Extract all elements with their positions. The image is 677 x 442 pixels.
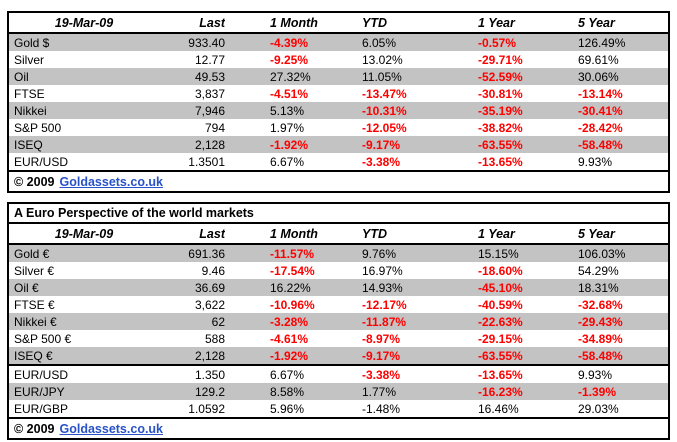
last-value: 691.36 — [188, 246, 225, 261]
table-row — [9, 85, 668, 102]
last-value: 12.77 — [194, 52, 225, 67]
table-title: A Euro Perspective of the world markets — [9, 204, 668, 224]
pct-value: -16.23% — [478, 384, 523, 399]
col-header-1year: 1 Year — [478, 226, 515, 241]
pct-value: 9.76% — [362, 246, 397, 261]
pct-value: -4.61% — [270, 331, 309, 346]
pct-value: -17.54% — [270, 263, 315, 278]
pct-value: 16.22% — [270, 280, 311, 295]
pct-value: 5.96% — [270, 401, 305, 416]
goldassets-link[interactable]: Goldassets.co.uk — [59, 421, 164, 436]
pct-value: -35.19% — [478, 103, 523, 118]
table-row — [9, 400, 668, 417]
last-value: 49.53 — [194, 69, 225, 84]
instrument-name: Silver € — [14, 263, 55, 278]
last-value: 588 — [204, 331, 225, 346]
pct-value: -4.39% — [270, 35, 309, 50]
pct-value: -40.59% — [478, 297, 523, 312]
pct-value: -30.81% — [478, 86, 523, 101]
col-header-last: Last — [199, 226, 225, 241]
pct-value: -10.31% — [362, 103, 407, 118]
table-row — [9, 245, 668, 262]
pct-value: -29.71% — [478, 52, 523, 67]
instrument-name: Nikkei € — [14, 314, 57, 329]
last-value: 129.2 — [194, 384, 225, 399]
col-header-ytd: YTD — [362, 15, 387, 30]
pct-value: -0.57% — [478, 35, 517, 50]
pct-value: 1.77% — [362, 384, 397, 399]
pct-value: -3.28% — [270, 314, 309, 329]
last-value: 36.69 — [194, 280, 225, 295]
pct-value: -9.25% — [270, 52, 309, 67]
table-row — [9, 68, 668, 85]
pct-value: 9.93% — [578, 367, 613, 382]
pct-value: -3.38% — [362, 154, 401, 169]
usd-market-table — [7, 11, 670, 193]
table-body — [9, 34, 668, 170]
instrument-name: Oil — [14, 69, 29, 84]
pct-value: 16.46% — [478, 401, 519, 416]
pct-value: -13.65% — [478, 154, 523, 169]
last-value: 1.3501 — [188, 154, 225, 169]
pct-value: -11.57% — [270, 246, 315, 261]
pct-value: -29.43% — [578, 314, 623, 329]
col-header-5year: 5 Year — [578, 226, 615, 241]
pct-value: 15.15% — [478, 246, 519, 261]
instrument-name: Nikkei — [14, 103, 47, 118]
pct-value: -58.48% — [578, 137, 623, 152]
pct-value: 126.49% — [578, 35, 626, 50]
table-row — [9, 51, 668, 68]
table-row — [9, 347, 668, 364]
last-value: 9.46 — [201, 263, 225, 278]
pct-value: -1.92% — [270, 137, 309, 152]
pct-value: -12.05% — [362, 120, 407, 135]
pct-value: -45.10% — [478, 280, 523, 295]
instrument-name: ISEQ € — [14, 348, 53, 363]
pct-value: -8.97% — [362, 331, 401, 346]
table-row — [9, 313, 668, 330]
pct-value: -13.47% — [362, 86, 407, 101]
last-value: 7,946 — [194, 103, 225, 118]
instrument-name: EUR/JPY — [14, 384, 65, 399]
instrument-name: EUR/GBP — [14, 401, 69, 416]
pct-value: -58.48% — [578, 348, 623, 363]
last-value: 1.0592 — [188, 401, 225, 416]
last-value: 3,837 — [194, 86, 225, 101]
pct-value: 106.03% — [578, 246, 626, 261]
col-header-last: Last — [199, 15, 225, 30]
goldassets-link[interactable]: Goldassets.co.uk — [59, 174, 164, 189]
pct-value: -10.96% — [270, 297, 315, 312]
col-header-5year: 5 Year — [578, 15, 615, 30]
pct-value: 30.06% — [578, 69, 619, 84]
pct-value: -4.51% — [270, 86, 309, 101]
pct-value: -28.42% — [578, 120, 623, 135]
col-header-1year: 1 Year — [478, 15, 515, 30]
footer-row — [9, 170, 668, 191]
instrument-name: EUR/USD — [14, 367, 69, 382]
date-header: 19-Mar-09 — [54, 15, 114, 30]
last-value: 794 — [204, 120, 225, 135]
instrument-name: Oil € — [14, 280, 39, 295]
pct-value: 6.67% — [270, 367, 305, 382]
table-row — [9, 34, 668, 51]
table-row — [9, 153, 668, 170]
date-header: 19-Mar-09 — [54, 226, 114, 241]
table-row — [9, 330, 668, 347]
pct-value: -12.17% — [362, 297, 407, 312]
pct-value: 9.93% — [578, 154, 613, 169]
table-row — [9, 136, 668, 153]
pct-value: -18.60% — [478, 263, 523, 278]
pct-value: -3.38% — [362, 367, 401, 382]
pct-value: 5.13% — [270, 103, 305, 118]
copyright-text: © 2009 — [14, 174, 55, 189]
table-row — [9, 296, 668, 313]
pct-value: 29.03% — [578, 401, 619, 416]
pct-value: -13.65% — [478, 367, 523, 382]
pct-value: -1.39% — [578, 384, 617, 399]
pct-value: 18.31% — [578, 280, 619, 295]
pct-value: -38.82% — [478, 120, 523, 135]
table-row — [9, 119, 668, 136]
pct-value: -22.63% — [478, 314, 523, 329]
header-row — [9, 13, 668, 34]
header-row — [9, 224, 668, 245]
instrument-name: Silver — [14, 52, 45, 67]
pct-value: -52.59% — [478, 69, 523, 84]
last-value: 62 — [211, 314, 225, 329]
last-value: 933.40 — [188, 35, 225, 50]
pct-value: 13.02% — [362, 52, 403, 67]
table-gap — [7, 193, 670, 202]
col-header-1month: 1 Month — [270, 15, 318, 30]
pct-value: -13.14% — [578, 86, 623, 101]
pct-value: 14.93% — [362, 280, 403, 295]
pct-value: -1.48% — [362, 401, 401, 416]
pct-value: 69.61% — [578, 52, 619, 67]
pct-value: -30.41% — [578, 103, 623, 118]
instrument-name: FTSE € — [14, 297, 55, 312]
pct-value: -63.55% — [478, 348, 523, 363]
table-row — [9, 383, 668, 400]
pct-value: 16.97% — [362, 263, 403, 278]
pct-value: -9.17% — [362, 137, 401, 152]
pct-value: 6.67% — [270, 154, 305, 169]
col-header-ytd: YTD — [362, 226, 387, 241]
instrument-name: ISEQ — [14, 137, 43, 152]
table-body — [9, 245, 668, 417]
pct-value: -29.15% — [478, 331, 523, 346]
pct-value: -32.68% — [578, 297, 623, 312]
last-value: 1.350 — [194, 367, 225, 382]
copyright-text: © 2009 — [14, 421, 55, 436]
footer-row — [9, 417, 668, 438]
table-row — [9, 262, 668, 279]
euro-market-table — [7, 202, 670, 440]
table-row — [9, 102, 668, 119]
pct-value: -34.89% — [578, 331, 623, 346]
pct-value: 54.29% — [578, 263, 619, 278]
instrument-name: Gold € — [14, 246, 50, 261]
pct-value: 8.58% — [270, 384, 305, 399]
pct-value: 6.05% — [362, 35, 397, 50]
pct-value: -63.55% — [478, 137, 523, 152]
instrument-name: S&P 500 — [14, 120, 62, 135]
last-value: 2,128 — [194, 348, 225, 363]
pct-value: 11.05% — [362, 69, 402, 84]
pct-value: 1.97% — [270, 120, 305, 135]
pct-value: 27.32% — [270, 69, 311, 84]
table-row — [9, 279, 668, 296]
col-header-1month: 1 Month — [270, 226, 318, 241]
last-value: 2,128 — [194, 137, 225, 152]
pct-value: -11.87% — [362, 314, 407, 329]
instrument-name: Gold $ — [14, 35, 50, 50]
last-value: 3,622 — [194, 297, 225, 312]
instrument-name: EUR/USD — [14, 154, 69, 169]
table-row — [9, 364, 668, 383]
instrument-name: FTSE — [14, 86, 45, 101]
instrument-name: S&P 500 € — [14, 331, 72, 346]
pct-value: -9.17% — [362, 348, 401, 363]
pct-value: -1.92% — [270, 348, 309, 363]
